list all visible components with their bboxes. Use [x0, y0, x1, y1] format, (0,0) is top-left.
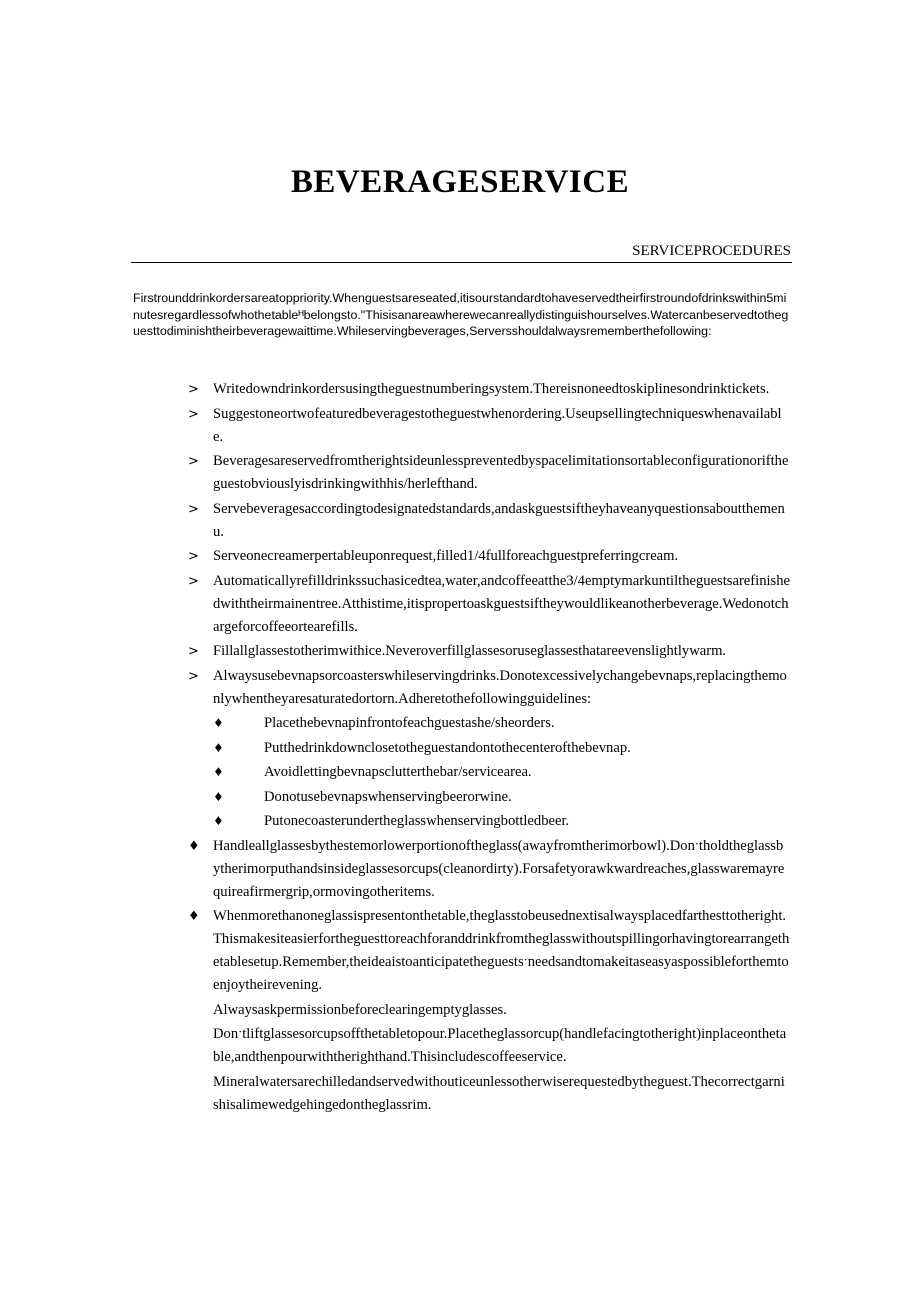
sub-list-item-text: Putthedrinkdownclosetotheguestandontothecenterofthebevnap.	[264, 739, 631, 756]
sub-list-item-text: Avoidlettingbevnapsclutterthebar/servicearea.	[264, 764, 532, 780]
list-item-text: Automaticallyrefilldrinkssuchasicedtea,water,andcoffeeatthe3/4emptymarkuntiltheguestsarefinishedwiththeirmainentree.Atthistime,itispropertoaskguestsiftheywouldlikeanotherbeverage.Wedonotchargeforcoffeeortearefills.	[213, 572, 791, 635]
sub-list-item	[0, 786, 790, 809]
list-item-text: Donˑtliftglassesorcupsoffthetabletopour.Placetheglassorcup(handlefacingtotheright)inplaceonthetable,andthenpourwiththerighthand.Thisincludescoffeeservice.	[213, 1026, 787, 1065]
list-item-text: Mineralwatersarechilledandservedwithouticeunlessotherwiserequestedbytheguest.Thecorrectgarnishisalimewedgehingedontheglassrim.	[213, 1073, 785, 1113]
arrow-bullet-icon: >	[188, 406, 199, 422]
sub-list-item	[0, 712, 790, 735]
list-item-text: Writedowndrinkordersusingtheguestnumberingsystem.Thereisnoneedtoskiplinesondrinktickets.	[213, 381, 770, 397]
arrow-bullet-icon: >	[188, 501, 199, 517]
list-item	[0, 545, 790, 568]
diamond-bullet-icon: ♦	[188, 838, 200, 854]
diamond-bullet-icon: ♦	[213, 740, 224, 755]
diamond-bullet-icon: ♦	[213, 716, 224, 730]
procedure-list	[0, 378, 920, 1118]
diamond-bullet-icon: ♦	[213, 814, 224, 828]
list-item-text: Alwaysaskpermissionbeforeclearingemptyglasses.	[213, 1001, 507, 1018]
list-item	[0, 835, 790, 904]
list-item-text: Handleallglassesbythestemorlowerportionoftheglass(awayfromtherimorbowl).Donˑtholdtheglassbytherimorputhandsinsideglassesorcups(cleanordirty).Forsafetyorawkwardreaches,glasswaremayrequireafirmergrip,ormovingotheritems.	[213, 837, 785, 900]
arrow-bullet-icon: >	[188, 573, 199, 589]
list-item	[0, 665, 790, 711]
list-item-text: Fillallglassestotherimwithice.Neveroverfillglassesoruseglassesthatareevenslightlywarm.	[213, 643, 727, 659]
list-item	[0, 905, 790, 997]
diamond-bullet-icon: ♦	[213, 789, 224, 804]
section-subtitle: SERVICEPROCEDURES	[632, 243, 791, 259]
document-title: BEVERAGESERVICE	[290, 164, 630, 200]
sub-list-item-text: Putonecoasterundertheglasswhenservingbottledbeer.	[264, 813, 570, 829]
list-item-text: Beveragesareservedfromtherightsideunlesspreventedbyspacelimitationsortableconfigurationoriftheguestobviouslyisdrinkingwithhis/herlefthand.	[213, 453, 789, 492]
list-item-text: Alwaysusebevnapsorcoasterswhileservingdrinks.Donotexcessivelychangebevnaps,replacingthemonlywhentheyaresaturatedortorn.Adheretothefollowingguidelines:	[213, 667, 787, 707]
list-item	[0, 378, 790, 401]
list-item	[0, 1071, 790, 1117]
sub-list-item	[0, 761, 790, 784]
diamond-bullet-icon: ♦	[188, 909, 200, 924]
sub-list-item-text: Donotusebevnapswhenservingbeerorwine.	[264, 788, 512, 805]
list-item	[0, 403, 790, 449]
list-item	[0, 640, 790, 663]
arrow-bullet-icon: >	[188, 644, 199, 659]
list-item-text: Suggestoneortwofeaturedbeveragestotheguestwhenordering.Useupsellingtechniqueswhenavailable.	[213, 405, 782, 445]
list-item-text: Serveonecreamerpertableuponrequest,filled1/4fullforeachguestpreferringcream.	[213, 548, 679, 564]
sub-list-item	[0, 737, 790, 760]
intro-paragraph: Firstrounddrinkordersareatoppriority.Whenguestsareseated,itisourstandardtohaveservedtheirfirstroundofdrinkswithin5minutesregardlessofwhothetableᴴbelongsto."Thisisanareawherewecanreallydistinguishourselves.Watercanbeservedtotheguesttodiminishtheirbeveragewaittime.Whileservingbeverages,Serversshouldalwaysrememberthefollowing:	[133, 291, 789, 338]
header-rule	[131, 262, 792, 263]
list-item	[0, 570, 790, 639]
arrow-bullet-icon: >	[188, 549, 199, 564]
list-item	[0, 498, 790, 544]
list-item	[0, 999, 790, 1022]
sub-list-item	[0, 810, 790, 833]
arrow-bullet-icon: >	[188, 454, 199, 469]
arrow-bullet-icon: >	[188, 382, 199, 397]
diamond-bullet-icon: ♦	[213, 765, 224, 779]
list-item	[0, 450, 790, 496]
list-item-text: Servebeveragesaccordingtodesignatedstandards,andaskguestsiftheyhaveanyquestionsaboutthemenu.	[213, 500, 785, 540]
arrow-bullet-icon: >	[188, 668, 199, 684]
sub-list-item-text: Placethebevnapinfrontofeachguestashe/sheorders.	[264, 715, 555, 731]
list-item	[0, 1023, 790, 1069]
list-item-text: Whenmorethanoneglassispresentonthetable,theglasstobeusednextisalwaysplacedfarthesttotheright.Thismakesiteasierfortheguesttoreachforanddrinkfromtheglasswithoutspillingorhavingtorearrangethetablesetup.Remember,theideaistoanticipatetheguestsˑneedsandtomakeitaseasyaspossibleforthemtoenjoytheirevening.	[213, 908, 790, 993]
